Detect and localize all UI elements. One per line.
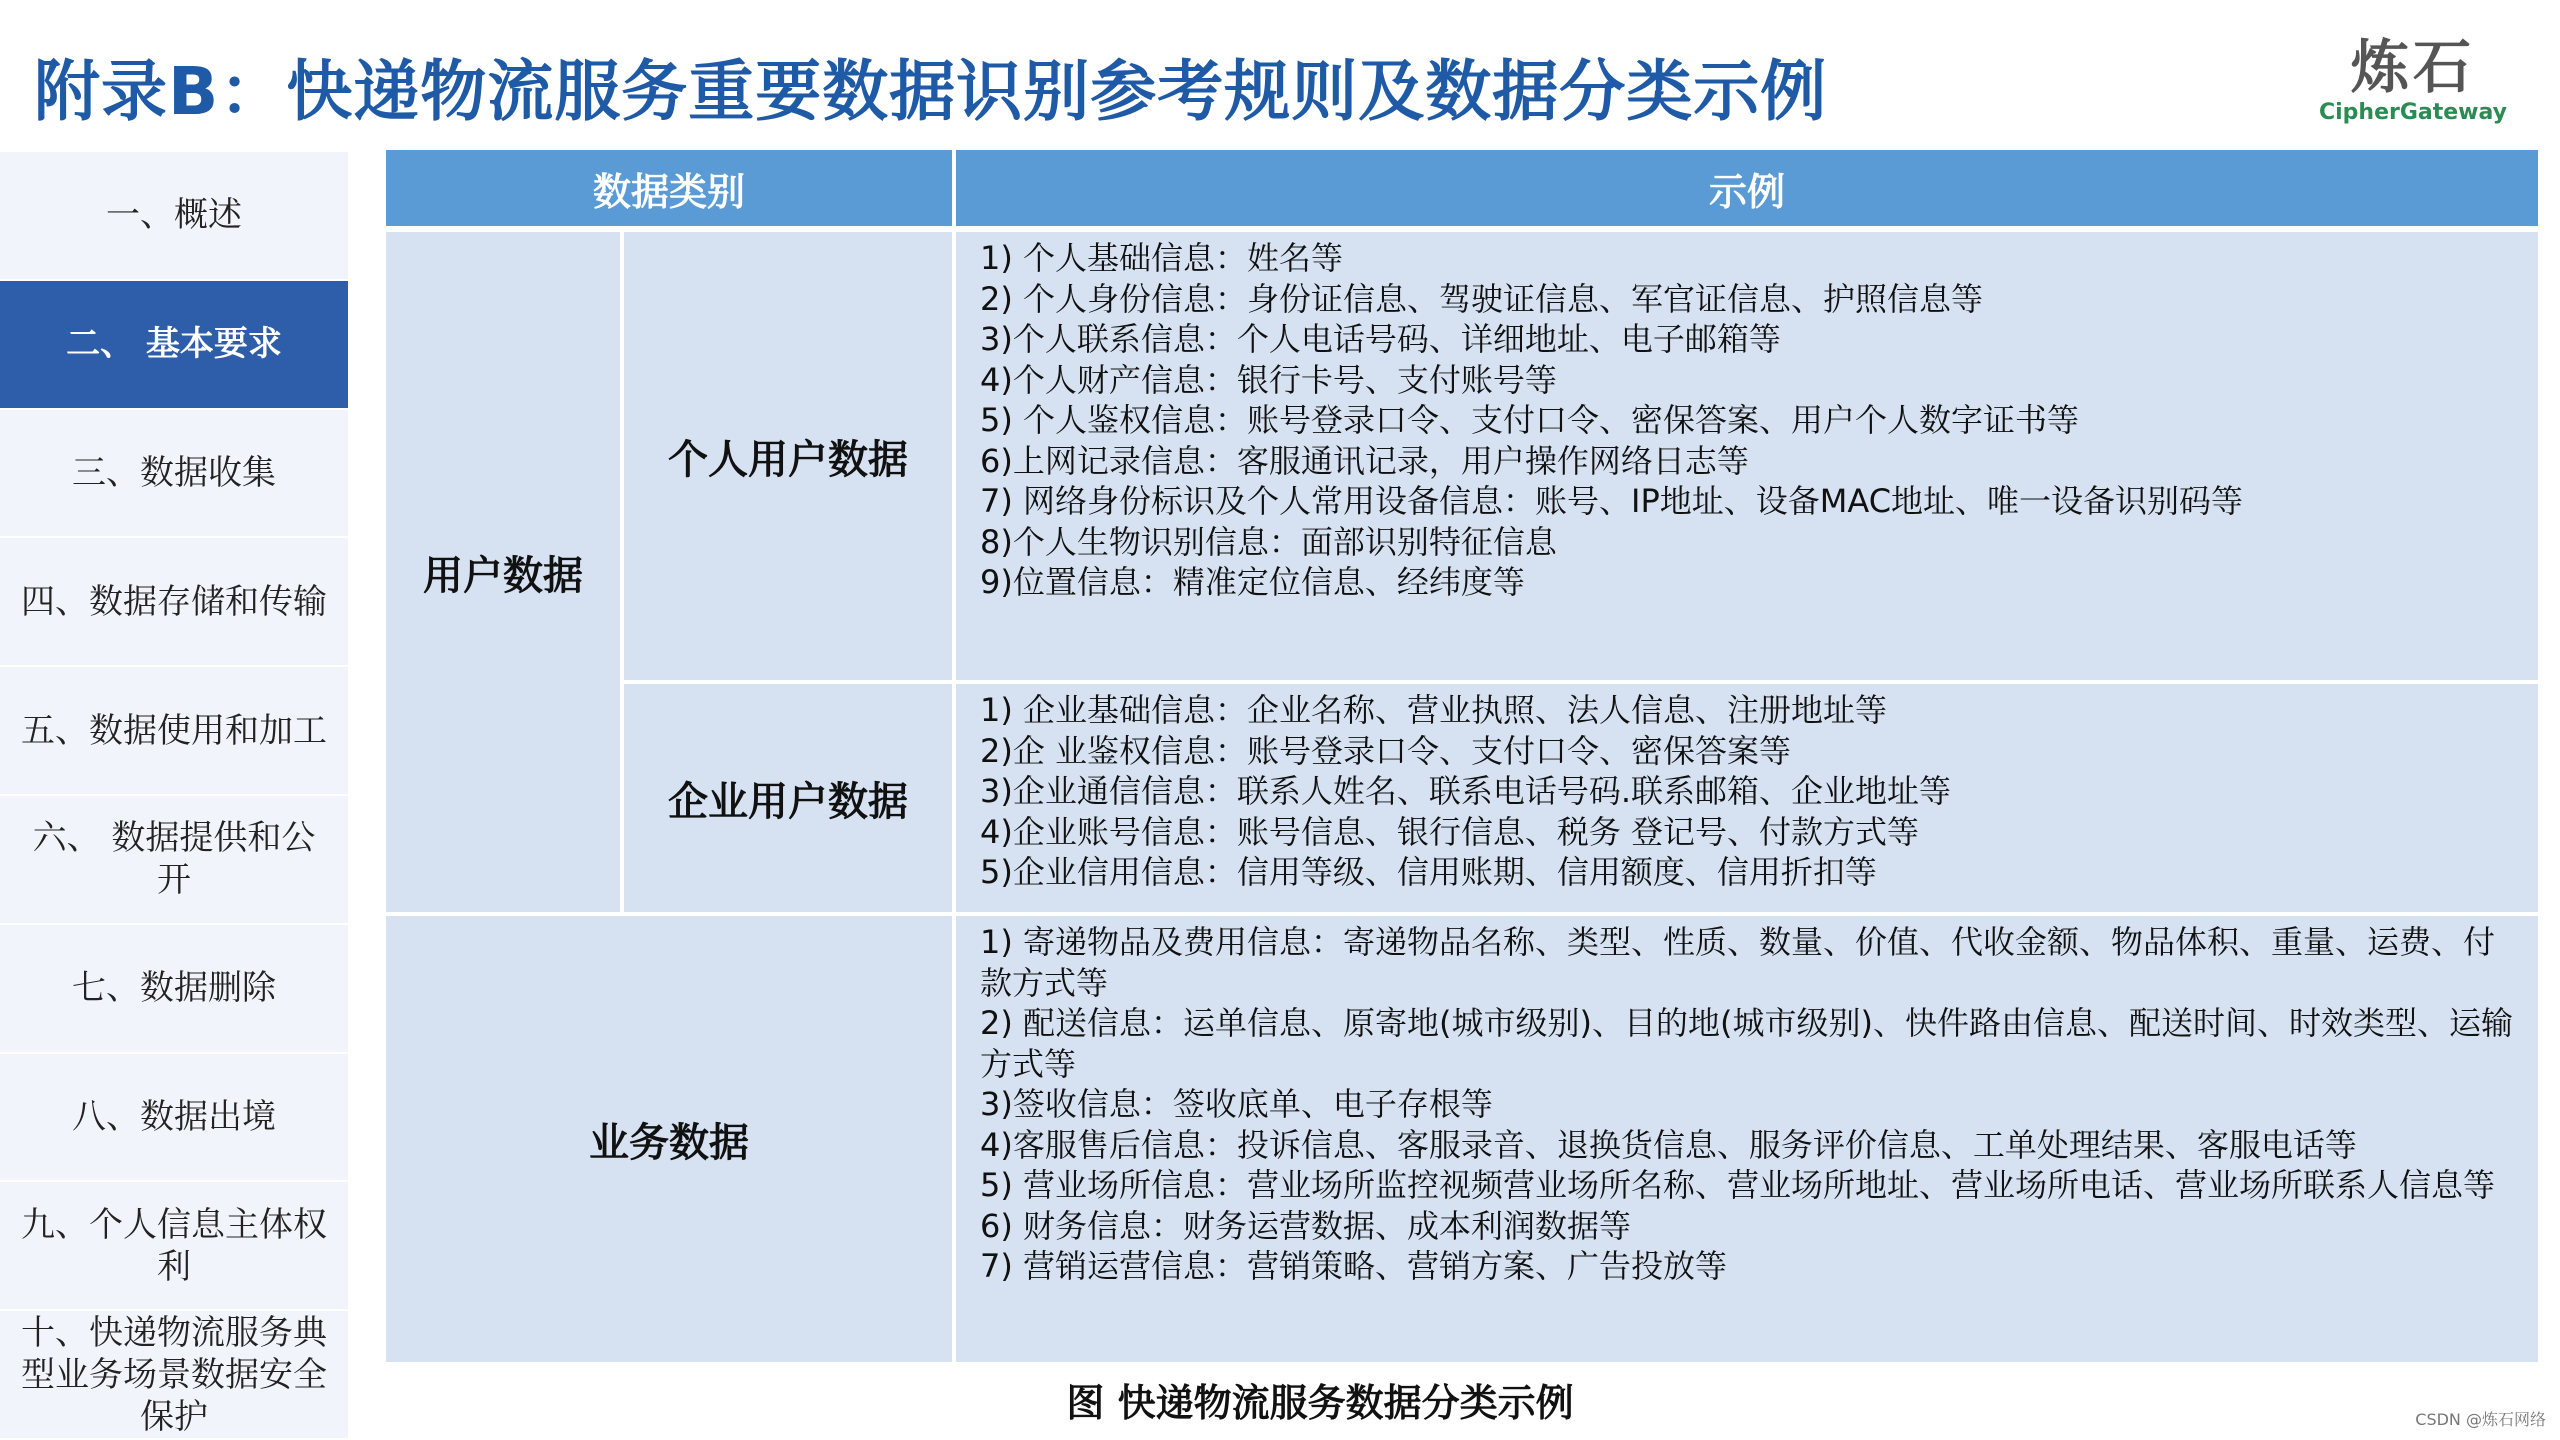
- list-item: 7) 网络身份标识及个人常用设备信息：账号、IP地址、设备MAC地址、唯一设备识别码等: [980, 482, 2244, 520]
- list-item: 3)签收信息：签收底单、电子存根等: [980, 1085, 1493, 1123]
- list-item: 9)位置信息：精准定位信息、经纬度等: [980, 563, 1525, 601]
- list-item: 5) 营业场所信息：营业场所监控视频营业场所名称、营业场所地址、营业场所电话、营业场所联系人信息等: [980, 1166, 2496, 1204]
- list-item: 4)个人财产信息：银行卡号、支付账号等: [980, 360, 1557, 399]
- category-user-data: 用户数据: [386, 232, 620, 912]
- list-item: 2) 个人身份信息：身份证信息、驾驶证信息、军官证信息、护照信息等: [980, 279, 1984, 318]
- table-header-row: [386, 150, 2538, 226]
- sidebar-item-typical-scenarios[interactable]: 十、快递物流服务典型业务场景数据安全保护: [0, 1311, 348, 1440]
- figure-caption: 图 快递物流服务数据分类示例: [1066, 1381, 1574, 1425]
- list-item: 8)个人生物识别信息：面部识别特征信息: [980, 522, 1557, 561]
- subcategory-enterprise-user-data: 企业用户数据: [624, 684, 952, 912]
- list-item: 4)客服售后信息：投诉信息、客服录音、退换货信息、服务评价信息、工单处理结果、客服电话等: [980, 1125, 2357, 1164]
- sidebar-item-data-deletion[interactable]: 七、数据删除: [0, 925, 348, 1054]
- sidebar-item-basic-requirements[interactable]: 二、 基本要求: [0, 281, 348, 410]
- list-item: 5) 个人鉴权信息：账号登录口令、支付口令、密保答案、用户个人数字证书等: [980, 401, 2080, 439]
- subcategory-personal-user-data: 个人用户数据: [624, 232, 952, 680]
- sidebar-item-provision-disclosure[interactable]: 六、 数据提供和公开: [0, 796, 348, 925]
- list-item: 7) 营销运营信息：营销策略、营销方案、广告投放等: [980, 1247, 1728, 1285]
- list-item: 1) 个人基础信息：姓名等: [980, 239, 1344, 277]
- sidebar-item-overview[interactable]: 一、概述: [0, 152, 348, 281]
- sidebar-nav: [0, 152, 348, 1440]
- sidebar-item-subject-rights[interactable]: 九、个人信息主体权利: [0, 1182, 348, 1311]
- list-item: 3)企业通信信息：联系人姓名、联系电话号码.联系邮箱、企业地址等: [980, 772, 1952, 810]
- page-title: 附录B：快递物流服务重要数据识别参考规则及数据分类示例: [34, 53, 1828, 130]
- list-item: 2) 配送信息：运单信息、原寄地(城市级别)、目的地(城市级别)、快件路由信息、配送时间、时效类型、运输方式等: [980, 1004, 2513, 1083]
- sidebar-item-cross-border[interactable]: 八、数据出境: [0, 1054, 348, 1183]
- list-item: 3)个人联系信息：个人电话号码、详细地址、电子邮箱等: [980, 320, 1781, 358]
- examples-enterprise-user-data: [956, 684, 2538, 912]
- source-watermark: CSDN @炼石网络: [2415, 1410, 2546, 1429]
- logo-cn-text: 炼石: [2350, 33, 2475, 101]
- list-item: 5)企业信用信息：信用等级、信用账期、信用额度、信用折扣等: [980, 853, 1877, 891]
- category-business-data: 业务数据: [386, 916, 952, 1362]
- data-classification-table: [386, 150, 2538, 1370]
- list-item: 6) 财务信息：财务运营数据、成本利润数据等: [980, 1206, 1632, 1245]
- company-logo: [2318, 34, 2508, 126]
- examples-personal-user-data: [956, 232, 2538, 680]
- list-item: 4)企业账号信息：账号信息、银行信息、税务 登记号、付款方式等: [980, 812, 1920, 851]
- sidebar-item-use-processing[interactable]: 五、数据使用和加工: [0, 667, 348, 796]
- header-category: 数据类别: [386, 150, 952, 226]
- header-example: 示例: [956, 150, 2538, 226]
- examples-business-data: [956, 916, 2538, 1362]
- logo-en-text: CipherGateway: [2318, 100, 2508, 125]
- list-item: 6)上网记录信息：客服通讯记录，用户操作网络日志等: [980, 441, 1749, 480]
- list-item: 2)企 业鉴权信息：账号登录口令、支付口令、密保答案等: [980, 731, 1792, 770]
- list-item: 1) 企业基础信息：企业名称、营业执照、法人信息、注册地址等: [980, 691, 1888, 729]
- sidebar-item-storage-transmission[interactable]: 四、数据存储和传输: [0, 538, 348, 667]
- sidebar-item-data-collection[interactable]: 三、数据收集: [0, 410, 348, 539]
- list-item: 1) 寄递物品及费用信息：寄递物品名称、类型、性质、数量、价值、代收金额、物品体积、重量、运费、付款方式等: [980, 923, 2496, 1002]
